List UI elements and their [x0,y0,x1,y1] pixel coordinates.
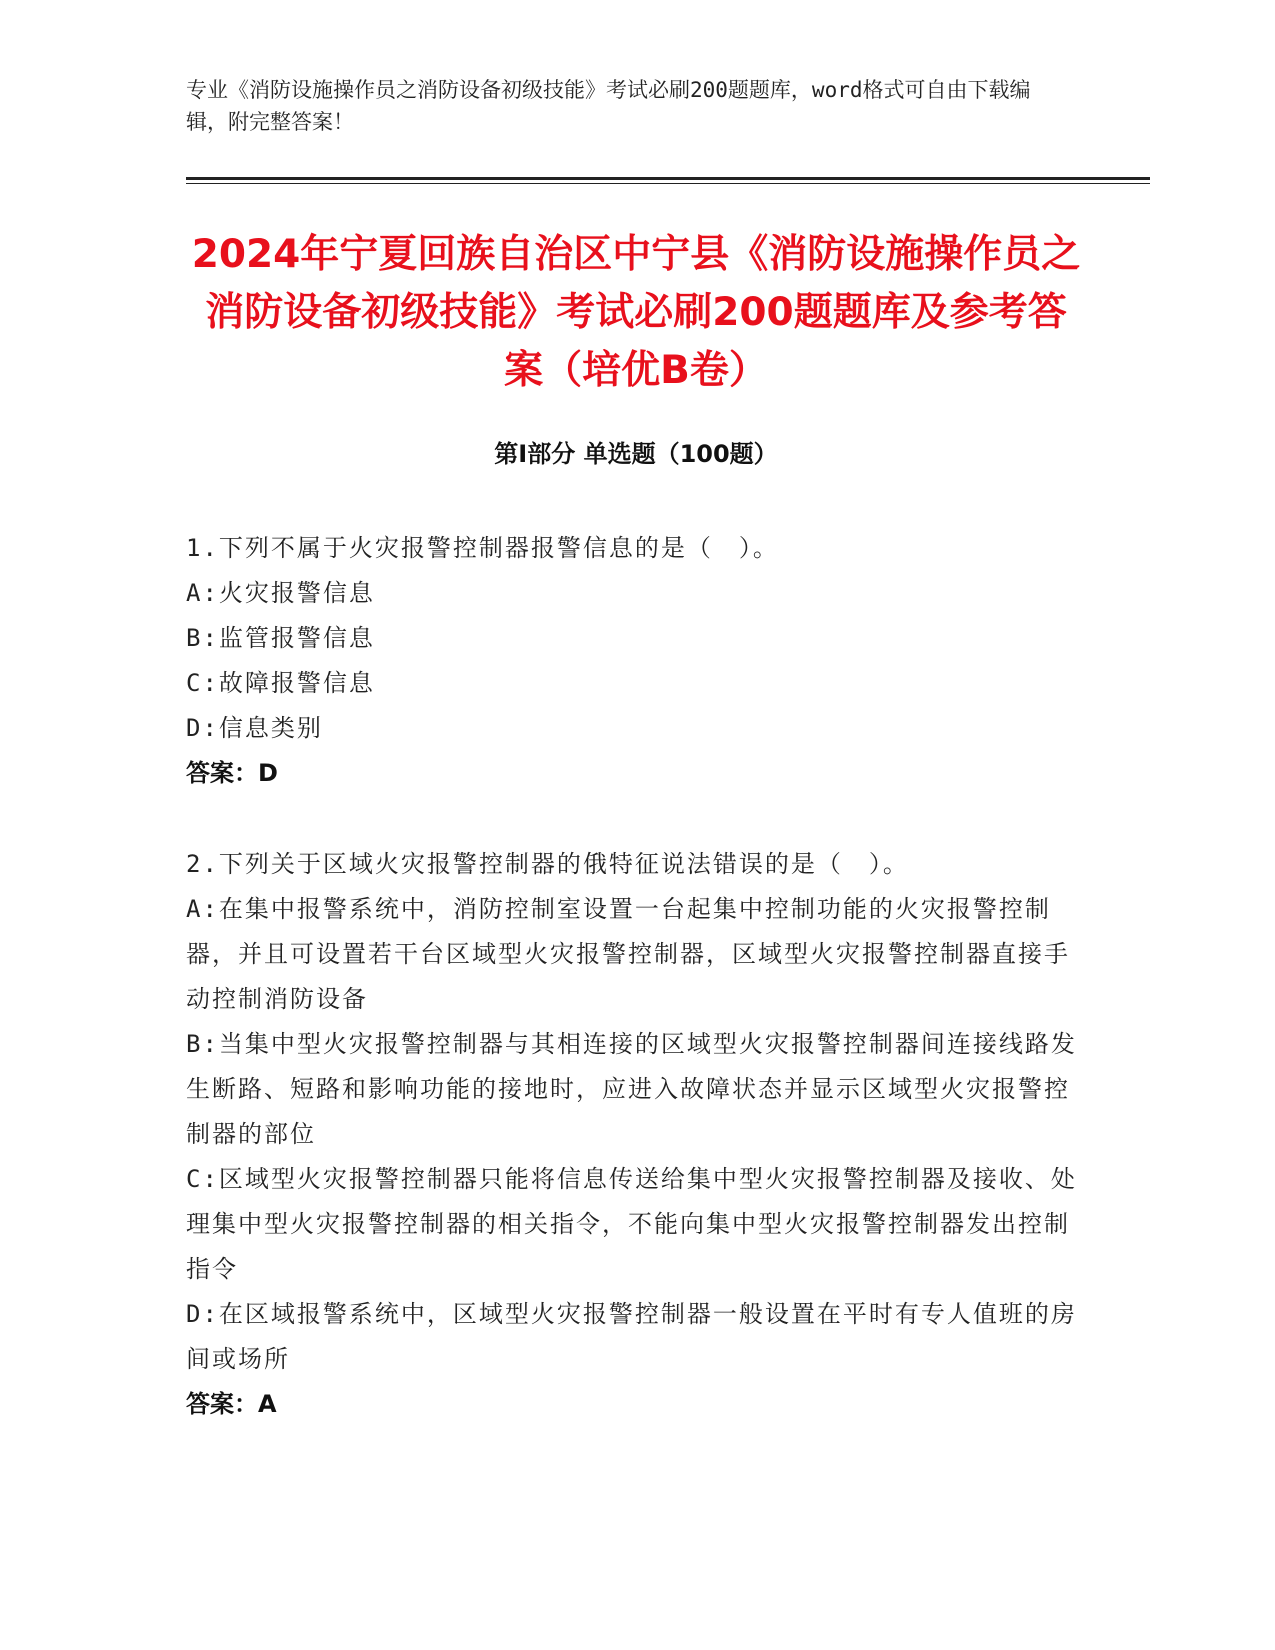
question-1 [186,526,1086,796]
option-a: A:在集中报警系统中，消防控制室设置一台起集中控制功能的火灾报警控制器，并且可设置若干台区域型火灾报警控制器，区域型火灾报警控制器直接手动控制消防设备 [186,895,1070,1013]
option-d: D:在区域报警系统中，区域型火灾报警控制器一般设置在平时有专人值班的房间或场所 [186,1300,1077,1373]
header-divider-thin [186,183,1150,184]
question-2 [186,842,1086,1427]
option-a: A:火灾报警信息 [186,579,375,607]
section-heading: 第I部分 单选题（100题） [494,440,778,468]
option-c: C:故障报警信息 [186,669,375,697]
answer-label: 答案：D [186,759,278,787]
question-stem: 1.下列不属于火灾报警控制器报警信息的是（ ）。 [186,534,779,562]
option-d: D:信息类别 [186,714,323,742]
header-divider-thick [186,177,1150,180]
document-title: 2024年宁夏回族自治区中宁县《消防设施操作员之消防设备初级技能》考试必刷200题题库及参考答案（培优B卷） [191,232,1081,393]
option-b: B:监管报警信息 [186,624,375,652]
answer-label: 答案：A [186,1390,277,1418]
question-stem: 2.下列关于区域火灾报警控制器的俄特征说法错误的是（ ）。 [186,850,909,878]
option-c: C:区域型火灾报警控制器只能将信息传送给集中型火灾报警控制器及接收、处理集中型火灾报警控制器的相关指令，不能向集中型火灾报警控制器发出控制指令 [186,1165,1077,1283]
header-note: 专业《消防设施操作员之消防设备初级技能》考试必刷200题题库，word格式可自由下载编辑，附完整答案！ [186,78,1031,134]
option-b: B:当集中型火灾报警控制器与其相连接的区域型火灾报警控制器间连接线路发生断路、短路和影响功能的接地时，应进入故障状态并显示区域型火灾报警控制器的部位 [186,1030,1077,1148]
